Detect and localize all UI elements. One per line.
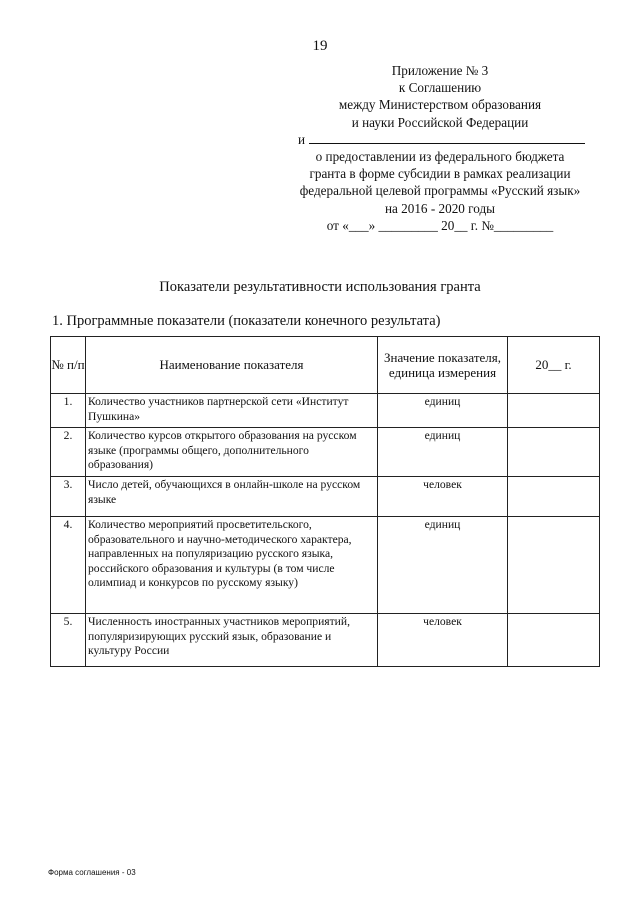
row-name: Количество курсов открытого образования на русском языке (программы общего, дополнительного образования): [86, 428, 378, 477]
row-num: 2.: [51, 428, 86, 477]
row-name: Численность иностранных участников мероприятий, популяризирующих русский язык, образование и культуру России: [86, 613, 378, 666]
table-row: [51, 476, 600, 516]
row-name: Количество участников партнерской сети «Институт Пушкина»: [86, 394, 378, 428]
row-unit: единиц: [378, 516, 508, 613]
table-row: [51, 394, 600, 428]
annex-line: Приложение № 3: [391, 63, 489, 78]
annex-line: к Соглашению: [398, 80, 482, 96]
row-unit: единиц: [378, 394, 508, 428]
table-header-row: [51, 337, 600, 394]
table-row: [51, 428, 600, 477]
row-name: Количество мероприятий просветительского, образовательного и научно-методического характера, направленных на популяризацию русского языка, российского образования и культуры (в том числе олимпиад и конкурсов по русскому языку): [86, 516, 378, 613]
header-value: Значение показателя, единица измерения: [378, 337, 508, 394]
header-year: 20__ г.: [508, 337, 600, 394]
row-year-value: [508, 476, 600, 516]
row-name: Число детей, обучающихся в онлайн-школе на русском языке: [86, 476, 378, 516]
section-title: 1. Программные показатели (показатели конечного результата): [52, 313, 441, 329]
annex-line: на 2016 - 2020 годы: [384, 200, 496, 216]
row-num: 4.: [51, 516, 86, 613]
annex-line: между Министерством образования: [338, 97, 542, 113]
annex-line: гранта в форме субсидии в рамках реализации: [309, 166, 571, 182]
row-year-value: [508, 516, 600, 613]
row-num: 1.: [51, 394, 86, 428]
row-year-value: [508, 428, 600, 477]
form-footer: Форма соглашения - 03: [48, 868, 136, 877]
header-name: Наименование показателя: [86, 337, 378, 394]
annex-date-line: от «___» _________ 20__ г. №_________: [326, 217, 554, 233]
table-row: [51, 516, 600, 613]
row-num: 5.: [51, 613, 86, 666]
annex-and-prefix: и: [298, 131, 306, 147]
document-title: Показатели результативности использования гранта: [159, 279, 481, 295]
indicators-table: [50, 336, 600, 667]
annex-line: о предоставлении из федерального бюджета: [315, 149, 565, 165]
page-number: 19: [312, 38, 328, 54]
row-unit: единиц: [378, 428, 508, 477]
annex-header: [270, 62, 610, 234]
row-unit: человек: [378, 613, 508, 666]
row-year-value: [508, 613, 600, 666]
row-num: 3.: [51, 476, 86, 516]
party-blank-line: [309, 131, 585, 144]
annex-line: федеральной целевой программы «Русский язык»: [299, 183, 581, 199]
row-unit: человек: [378, 476, 508, 516]
annex-line: и науки Российской Федерации: [351, 114, 529, 130]
row-year-value: [508, 394, 600, 428]
annex-party-line: [270, 131, 610, 148]
header-num: № п/п: [51, 337, 86, 394]
table-row: [51, 613, 600, 666]
